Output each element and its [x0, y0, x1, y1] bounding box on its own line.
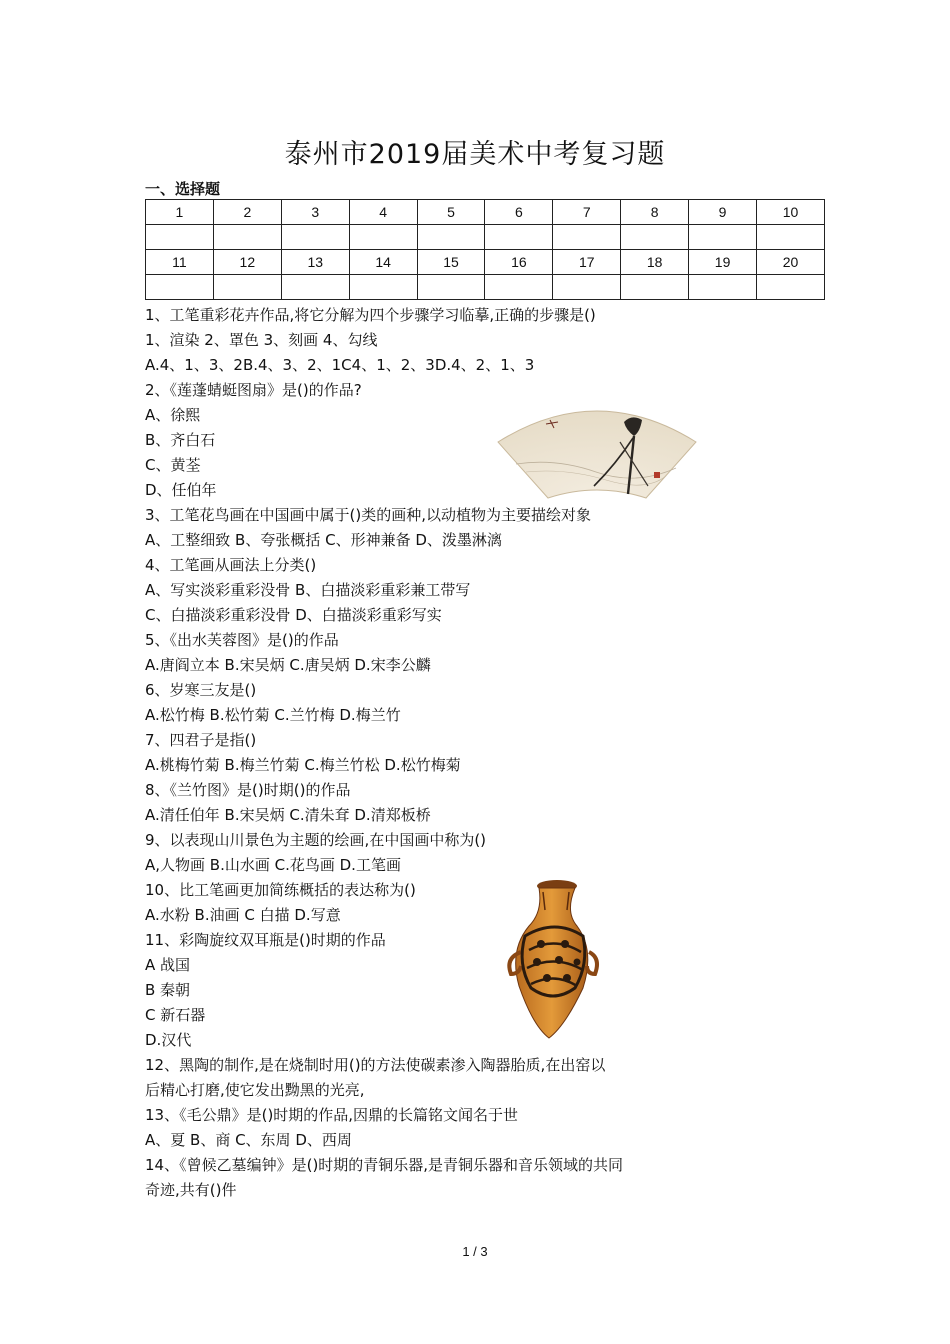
question-line: 9、以表现山川景色为主题的绘画,在中国画中称为(): [145, 831, 487, 849]
question-line: D.汉代: [145, 1031, 192, 1049]
question-line: 2、《莲蓬蜻蜓图扇》是()的作品?: [145, 381, 362, 399]
question-line: 1、渲染 2、罩色 3、刻画 4、勾线: [145, 331, 378, 349]
question-line: B、齐白石: [145, 431, 216, 449]
answer-grid-number-cell: 3: [281, 200, 349, 225]
answer-blank-cell[interactable]: [349, 225, 417, 250]
answer-grid-number-row: [146, 250, 825, 275]
answer-grid: [145, 199, 825, 300]
answer-blank-cell[interactable]: [349, 275, 417, 300]
question-line: A、写实淡彩重彩没骨 B、白描淡彩重彩兼工带写: [145, 581, 471, 599]
question-line: A、工整细致 B、夸张概括 C、形神兼备 D、泼墨淋漓: [145, 531, 502, 549]
answer-grid-blank-row: [146, 225, 825, 250]
question-line: A、夏 B、商 C、东周 D、西周: [145, 1131, 352, 1149]
answer-blank-cell[interactable]: [146, 225, 214, 250]
answer-grid-number-cell: 14: [349, 250, 417, 275]
question-line: 3、工笔花鸟画在中国画中属于()类的画种,以动植物为主要描绘对象: [145, 506, 592, 524]
section-heading: 一、选择题: [145, 180, 221, 198]
question-line: 后精心打磨,使它发出黝黑的光亮,: [145, 1081, 365, 1099]
answer-grid-number-row: [146, 200, 825, 225]
question-line: 14、《曾候乙墓编钟》是()时期的青铜乐器,是青铜乐器和音乐领域的共同: [145, 1156, 624, 1174]
page-number: 1 / 3: [462, 1244, 488, 1259]
answer-grid-number-cell: 10: [757, 200, 825, 225]
answer-grid-number-cell: 4: [349, 200, 417, 225]
answer-blank-cell[interactable]: [689, 275, 757, 300]
answer-blank-cell[interactable]: [757, 225, 825, 250]
painted-pottery-vase-image: [499, 878, 603, 1040]
answer-blank-cell[interactable]: [485, 225, 553, 250]
answer-grid-number-cell: 11: [146, 250, 214, 275]
question-line: 4、工笔画从画法上分类(): [145, 556, 317, 574]
answer-blank-cell[interactable]: [146, 275, 214, 300]
question-line: A.松竹梅 B.松竹菊 C.兰竹梅 D.梅兰竹: [145, 706, 401, 724]
answer-blank-cell[interactable]: [485, 275, 553, 300]
lotus-dragonfly-fan-image: [496, 402, 698, 500]
question-line: 12、黑陶的制作,是在烧制时用()的方法使碳素渗入陶器胎质,在出窑以: [145, 1056, 606, 1074]
answer-blank-cell[interactable]: [417, 275, 485, 300]
answer-grid-blank-row: [146, 275, 825, 300]
answer-blank-cell[interactable]: [553, 225, 621, 250]
answer-grid-number-cell: 15: [417, 250, 485, 275]
answer-grid-number-cell: 1: [146, 200, 214, 225]
answer-grid-number-cell: 6: [485, 200, 553, 225]
answer-blank-cell[interactable]: [757, 275, 825, 300]
question-line: 7、四君子是指(): [145, 731, 257, 749]
question-line: 10、比工笔画更加简练概括的表达称为(): [145, 881, 416, 899]
answer-blank-cell[interactable]: [417, 225, 485, 250]
answer-grid-number-cell: 5: [417, 200, 485, 225]
answer-grid-number-cell: 17: [553, 250, 621, 275]
question-line: C、白描淡彩重彩没骨 D、白描淡彩重彩写实: [145, 606, 442, 624]
question-line: 1、工笔重彩花卉作品,将它分解为四个步骤学习临摹,正确的步骤是(): [145, 306, 596, 324]
question-line: 5、《出水芙蓉图》是()的作品: [145, 631, 339, 649]
question-line: A.桃梅竹菊 B.梅兰竹菊 C.梅兰竹松 D.松竹梅菊: [145, 756, 461, 774]
answer-blank-cell[interactable]: [621, 275, 689, 300]
question-line: C、黄荃: [145, 456, 201, 474]
answer-blank-cell[interactable]: [213, 225, 281, 250]
question-line: A,人物画 B.山水画 C.花鸟画 D.工笔画: [145, 856, 401, 874]
answer-blank-cell[interactable]: [689, 225, 757, 250]
question-line: C 新石器: [145, 1006, 206, 1024]
question-line: A.清任伯年 B.宋吴炳 C.清朱耷 D.清郑板桥: [145, 806, 431, 824]
answer-grid-number-cell: 12: [213, 250, 281, 275]
answer-blank-cell[interactable]: [621, 225, 689, 250]
answer-grid-number-cell: 19: [689, 250, 757, 275]
question-line: 8、《兰竹图》是()时期()的作品: [145, 781, 351, 799]
answer-grid-number-cell: 7: [553, 200, 621, 225]
question-line: A.4、1、3、2B.4、3、2、1C4、1、2、3D.4、2、1、3: [145, 356, 535, 374]
answer-blank-cell[interactable]: [213, 275, 281, 300]
answer-grid-number-cell: 16: [485, 250, 553, 275]
question-line: B 秦朝: [145, 981, 191, 999]
answer-grid-number-cell: 9: [689, 200, 757, 225]
document-title: 泰州市2019届美术中考复习题: [284, 139, 666, 170]
answer-grid-number-cell: 18: [621, 250, 689, 275]
answer-blank-cell[interactable]: [281, 225, 349, 250]
question-line: 13、《毛公鼎》是()时期的作品,因鼎的长篇铭文闻名于世: [145, 1106, 519, 1124]
answer-grid-number-cell: 20: [757, 250, 825, 275]
question-line: A.水粉 B.油画 C 白描 D.写意: [145, 906, 341, 924]
question-line: 11、彩陶旋纹双耳瓶是()时期的作品: [145, 931, 386, 949]
question-line: 6、岁寒三友是(): [145, 681, 257, 699]
answer-grid-number-cell: 13: [281, 250, 349, 275]
answer-grid-number-cell: 8: [621, 200, 689, 225]
question-line: 奇迹,共有()件: [145, 1181, 237, 1199]
question-line: A.唐阎立本 B.宋吴炳 C.唐吴炳 D.宋李公麟: [145, 656, 431, 674]
answer-grid-number-cell: 2: [213, 200, 281, 225]
question-line: A 战国: [145, 956, 191, 974]
question-line: A、徐熙: [145, 406, 201, 424]
answer-blank-cell[interactable]: [553, 275, 621, 300]
answer-blank-cell[interactable]: [281, 275, 349, 300]
question-line: D、任伯年: [145, 481, 217, 499]
